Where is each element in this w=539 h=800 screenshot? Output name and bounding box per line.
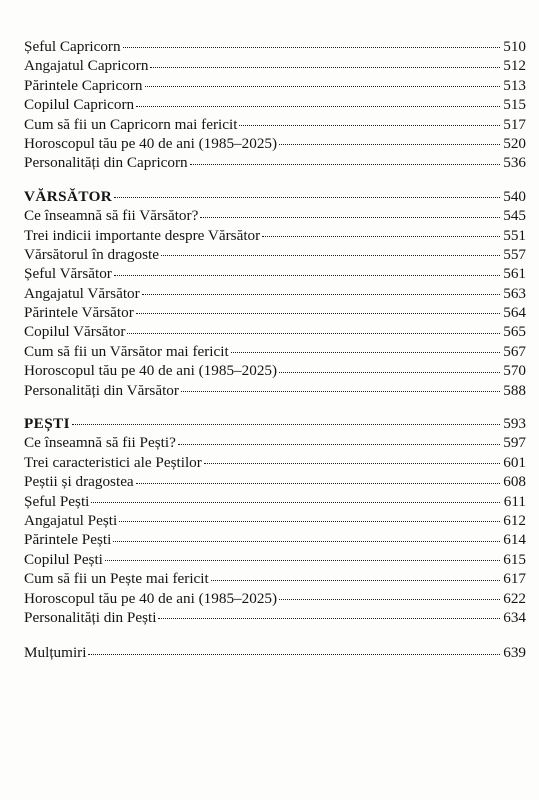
dot-leader xyxy=(279,372,500,373)
entry-title: Părintele Capricorn xyxy=(24,76,143,94)
toc-entry[interactable] xyxy=(24,589,526,608)
entry-page-number: 570 xyxy=(503,362,526,380)
entry-title: Copilul Vărsător xyxy=(24,323,126,341)
toc-entry[interactable] xyxy=(24,608,526,627)
entry-page-number: 611 xyxy=(503,492,526,510)
entry-page-number: 601 xyxy=(503,453,526,471)
toc-entry[interactable] xyxy=(24,569,526,588)
entry-title: Angajatul Vărsător xyxy=(24,284,140,302)
dot-leader xyxy=(161,255,500,256)
dot-leader xyxy=(136,483,500,484)
dot-leader xyxy=(91,502,500,503)
dot-leader xyxy=(127,333,500,334)
dot-leader xyxy=(136,313,500,314)
entry-page-number: 517 xyxy=(503,115,526,133)
dot-leader xyxy=(262,236,500,237)
toc-entry-acknowledgements[interactable] xyxy=(24,643,526,662)
entry-title: Părintele Vărsător xyxy=(24,304,134,322)
entry-page-number: 551 xyxy=(503,226,526,244)
dot-leader xyxy=(158,618,500,619)
entry-title: Horoscopul tău pe 40 de ani (1985–2025) xyxy=(24,362,278,380)
entry-page-number: 540 xyxy=(503,187,526,205)
toc-entry[interactable] xyxy=(24,76,526,95)
toc-section-heading[interactable] xyxy=(24,414,526,433)
toc-entry[interactable] xyxy=(24,226,526,245)
toc-entry[interactable] xyxy=(24,284,526,303)
toc-entry[interactable] xyxy=(24,153,526,172)
toc-entry[interactable] xyxy=(24,245,526,264)
entry-page-number: 545 xyxy=(503,207,526,225)
entry-title: Personalități din Capricorn xyxy=(24,154,188,172)
entry-title: Cum să fii un Vărsător mai fericit xyxy=(24,342,229,360)
entry-page-number: 608 xyxy=(503,473,526,491)
entry-title: Copilul Capricorn xyxy=(24,96,135,114)
dot-leader xyxy=(72,424,500,425)
entry-title: Trei caracteristici ale Peștilor xyxy=(24,453,202,471)
entry-title: Horoscopul tău pe 40 de ani (1985–2025) xyxy=(24,589,278,607)
entry-page-number: 557 xyxy=(503,245,526,263)
toc-section-pesti xyxy=(24,414,526,627)
entry-title: Cum să fii un Capricorn mai fericit xyxy=(24,115,238,133)
toc-entry[interactable] xyxy=(24,206,526,225)
entry-title: Șeful Vărsător xyxy=(24,265,112,283)
toc-entry[interactable] xyxy=(24,530,526,549)
entry-title: Horoscopul tău pe 40 de ani (1985–2025) xyxy=(24,134,278,152)
dot-leader xyxy=(88,654,500,655)
dot-leader xyxy=(150,67,500,68)
toc-entry[interactable] xyxy=(24,264,526,283)
toc-entry[interactable] xyxy=(24,433,526,452)
dot-leader xyxy=(204,463,500,464)
entry-page-number: 634 xyxy=(503,608,526,626)
dot-leader xyxy=(105,560,500,561)
dot-leader xyxy=(231,352,500,353)
toc-entry[interactable] xyxy=(24,115,526,134)
toc-section-heading[interactable] xyxy=(24,187,526,206)
dot-leader xyxy=(190,164,500,165)
dot-leader xyxy=(114,197,500,198)
entry-title: Părintele Pești xyxy=(24,531,112,549)
toc-entry[interactable] xyxy=(24,492,526,511)
toc-entry[interactable] xyxy=(24,95,526,114)
dot-leader xyxy=(145,86,500,87)
entry-page-number: 567 xyxy=(503,342,526,360)
entry-title: Șeful Capricorn xyxy=(24,38,121,55)
toc-entry[interactable] xyxy=(24,511,526,530)
entry-title: Personalități din Vărsător xyxy=(24,381,179,399)
dot-leader xyxy=(114,275,500,276)
dot-leader xyxy=(279,144,500,145)
entry-page-number: 520 xyxy=(503,134,526,152)
entry-title: Angajatul Pești xyxy=(24,511,118,529)
section-heading-title: PEȘTI xyxy=(24,415,70,433)
toc-entry[interactable] xyxy=(24,56,526,75)
toc-entry[interactable] xyxy=(24,303,526,322)
dot-leader xyxy=(211,580,500,581)
dot-leader xyxy=(200,217,500,218)
dot-leader xyxy=(178,444,500,445)
dot-leader xyxy=(136,106,500,107)
entry-page-number: 536 xyxy=(503,154,526,172)
entry-page-number: 565 xyxy=(503,323,526,341)
toc-section-capricorn xyxy=(24,37,526,173)
entry-title: Șeful Pești xyxy=(24,492,90,510)
toc-entry[interactable] xyxy=(24,342,526,361)
table-of-contents xyxy=(24,37,526,663)
entry-title: Mulțumiri xyxy=(24,644,87,662)
entry-page-number: 588 xyxy=(503,381,526,399)
toc-entry[interactable] xyxy=(24,381,526,400)
toc-entry[interactable] xyxy=(24,37,526,56)
entry-title: Copilul Pești xyxy=(24,550,103,568)
entry-page-number: 622 xyxy=(503,589,526,607)
entry-title: Ce înseamnă să fii Pești? xyxy=(24,434,176,452)
entry-title: Vărsătorul în dragoste xyxy=(24,245,159,263)
dot-leader xyxy=(119,521,500,522)
entry-page-number: 512 xyxy=(503,57,526,75)
entry-page-number: 561 xyxy=(503,265,526,283)
entry-title: Ce înseamnă să fii Vărsător? xyxy=(24,207,199,225)
dot-leader xyxy=(181,391,500,392)
dot-leader xyxy=(142,294,500,295)
entry-page-number: 615 xyxy=(503,550,526,568)
toc-entry[interactable] xyxy=(24,472,526,491)
entry-page-number: 563 xyxy=(503,284,526,302)
toc-entry[interactable] xyxy=(24,453,526,472)
toc-entry[interactable] xyxy=(24,550,526,569)
toc-entry[interactable] xyxy=(24,322,526,341)
entry-title: Peștii și dragostea xyxy=(24,473,134,491)
show-through-text xyxy=(28,712,32,728)
entry-page-number: 515 xyxy=(503,96,526,114)
dot-leader xyxy=(123,47,500,48)
entry-title: Angajatul Capricorn xyxy=(24,57,149,75)
toc-section-varsator xyxy=(24,187,526,400)
entry-page-number: 597 xyxy=(503,434,526,452)
entry-title: Personalități din Pești xyxy=(24,608,157,626)
entry-page-number: 612 xyxy=(503,511,526,529)
entry-title: Cum să fii un Pește mai fericit xyxy=(24,570,209,588)
toc-entry[interactable] xyxy=(24,361,526,380)
dot-leader xyxy=(279,599,500,600)
dot-leader xyxy=(239,125,500,126)
entry-title: Trei indicii importante despre Vărsător xyxy=(24,226,261,244)
entry-page-number: 564 xyxy=(503,304,526,322)
entry-page-number: 593 xyxy=(503,415,526,433)
section-heading-title: VĂRSĂTOR xyxy=(24,187,113,205)
entry-page-number: 510 xyxy=(503,38,526,55)
entry-page-number: 614 xyxy=(503,531,526,549)
entry-page-number: 617 xyxy=(503,570,526,588)
entry-page-number: 639 xyxy=(503,644,526,662)
toc-entry[interactable] xyxy=(24,134,526,153)
dot-leader xyxy=(113,541,500,542)
entry-page-number: 513 xyxy=(503,76,526,94)
